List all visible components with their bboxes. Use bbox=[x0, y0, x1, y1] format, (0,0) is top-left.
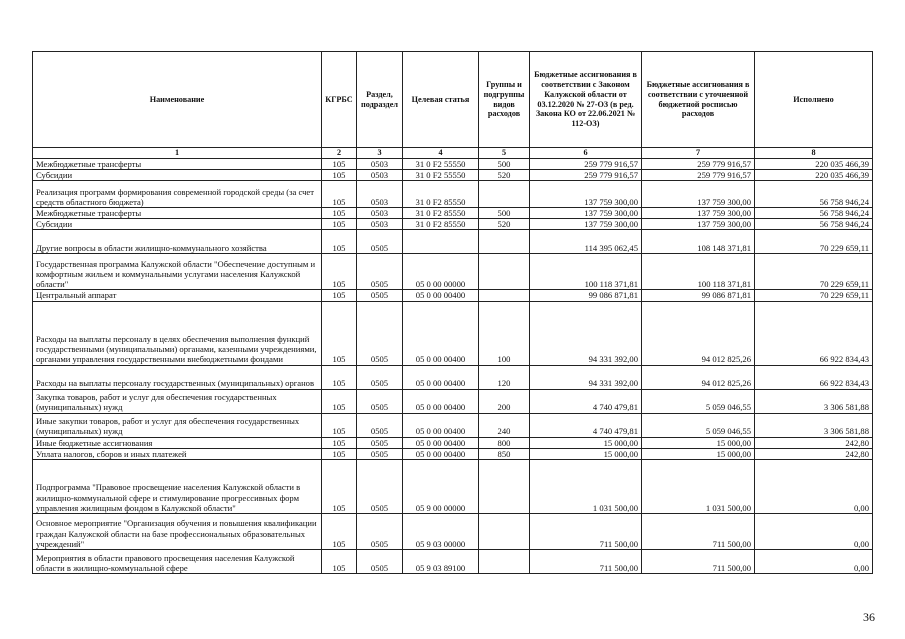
cell-group: 200 bbox=[479, 389, 530, 413]
cell-name: Основное мероприятие "Организация обучения и повышения квалификации граждан Калужской области на базе профессиональных образовательных учреждений" bbox=[33, 513, 322, 549]
cell-target: 05 0 00 00400 bbox=[403, 365, 479, 389]
table-row bbox=[33, 158, 873, 169]
cell-law: 1 031 500,00 bbox=[530, 459, 642, 513]
cell-kgrbs: 105 bbox=[322, 208, 357, 219]
cell-target: 31 0 F2 85550 bbox=[403, 181, 479, 208]
table-row bbox=[33, 290, 873, 301]
cell-refined: 711 500,00 bbox=[642, 513, 755, 549]
cell-law: 259 779 916,57 bbox=[530, 158, 642, 169]
table-row bbox=[33, 513, 873, 549]
cell-section: 0503 bbox=[357, 181, 403, 208]
cell-section: 0503 bbox=[357, 169, 403, 180]
cell-name: Закупка товаров, работ и услуг для обеспечения государственных (муниципальных) нужд bbox=[33, 389, 322, 413]
cell-target: 31 0 F2 85550 bbox=[403, 219, 479, 230]
cell-name: Уплата налогов, сборов и иных платежей bbox=[33, 448, 322, 459]
table-row bbox=[33, 219, 873, 230]
cell-law: 114 395 062,45 bbox=[530, 230, 642, 254]
cell-group bbox=[479, 254, 530, 290]
cell-target: 05 0 00 00400 bbox=[403, 301, 479, 365]
cell-target: 31 0 F2 55550 bbox=[403, 169, 479, 180]
cell-law: 100 118 371,81 bbox=[530, 254, 642, 290]
header-name: Наименование bbox=[33, 52, 322, 148]
cell-name: Иные закупки товаров, работ и услуг для обеспечения государственных (муниципальных) нужд bbox=[33, 413, 322, 437]
cell-kgrbs: 105 bbox=[322, 459, 357, 513]
cell-name: Субсидии bbox=[33, 169, 322, 180]
table-row bbox=[33, 208, 873, 219]
cell-law: 711 500,00 bbox=[530, 513, 642, 549]
cell-target: 05 9 00 00000 bbox=[403, 459, 479, 513]
cell-name: Другие вопросы в области жилищно-коммунального хозяйства bbox=[33, 230, 322, 254]
cell-executed: 242,80 bbox=[755, 437, 873, 448]
cell-group bbox=[479, 181, 530, 208]
cell-refined: 259 779 916,57 bbox=[642, 169, 755, 180]
cell-section: 0505 bbox=[357, 459, 403, 513]
table-row bbox=[33, 459, 873, 513]
cell-kgrbs: 105 bbox=[322, 413, 357, 437]
column-number: 5 bbox=[479, 148, 530, 159]
cell-law: 15 000,00 bbox=[530, 448, 642, 459]
cell-name: Расходы на выплаты персоналу государственных (муниципальных) органов bbox=[33, 365, 322, 389]
cell-section: 0505 bbox=[357, 230, 403, 254]
cell-refined: 15 000,00 bbox=[642, 437, 755, 448]
cell-group: 240 bbox=[479, 413, 530, 437]
cell-refined: 94 012 825,26 bbox=[642, 301, 755, 365]
cell-refined: 259 779 916,57 bbox=[642, 158, 755, 169]
column-number: 8 bbox=[755, 148, 873, 159]
cell-group: 500 bbox=[479, 158, 530, 169]
cell-name: Межбюджетные трансферты bbox=[33, 208, 322, 219]
cell-section: 0505 bbox=[357, 365, 403, 389]
cell-section: 0505 bbox=[357, 301, 403, 365]
cell-refined: 137 759 300,00 bbox=[642, 219, 755, 230]
cell-kgrbs: 105 bbox=[322, 181, 357, 208]
cell-executed: 56 758 946,24 bbox=[755, 181, 873, 208]
cell-section: 0503 bbox=[357, 158, 403, 169]
cell-executed: 0,00 bbox=[755, 513, 873, 549]
table-row bbox=[33, 169, 873, 180]
cell-section: 0505 bbox=[357, 437, 403, 448]
cell-target: 05 0 00 00400 bbox=[403, 437, 479, 448]
header-law: Бюджетные ассигнования в соответствии с Законом Калужской области от 03.12.2020 № 27-ОЗ (в ред. Закона КО от 22.06.2021 № 112-ОЗ) bbox=[530, 52, 642, 148]
cell-executed: 220 035 466,39 bbox=[755, 158, 873, 169]
cell-law: 94 331 392,00 bbox=[530, 301, 642, 365]
cell-law: 4 740 479,81 bbox=[530, 389, 642, 413]
cell-target: 05 0 00 00400 bbox=[403, 389, 479, 413]
cell-kgrbs: 105 bbox=[322, 437, 357, 448]
cell-kgrbs: 105 bbox=[322, 513, 357, 549]
cell-law: 137 759 300,00 bbox=[530, 181, 642, 208]
cell-name: Реализация программ формирования современной городской среды (за счет средств областного бюджета) bbox=[33, 181, 322, 208]
cell-executed: 242,80 bbox=[755, 448, 873, 459]
table-row bbox=[33, 413, 873, 437]
cell-refined: 711 500,00 bbox=[642, 549, 755, 573]
cell-kgrbs: 105 bbox=[322, 549, 357, 573]
table-row bbox=[33, 448, 873, 459]
table-body bbox=[33, 158, 873, 573]
cell-group bbox=[479, 513, 530, 549]
cell-target: 05 0 00 00400 bbox=[403, 290, 479, 301]
cell-refined: 108 148 371,81 bbox=[642, 230, 755, 254]
column-number: 7 bbox=[642, 148, 755, 159]
table-header-row bbox=[33, 52, 873, 148]
cell-law: 711 500,00 bbox=[530, 549, 642, 573]
cell-kgrbs: 105 bbox=[322, 230, 357, 254]
table-row bbox=[33, 301, 873, 365]
cell-executed: 0,00 bbox=[755, 459, 873, 513]
cell-kgrbs: 105 bbox=[322, 365, 357, 389]
cell-target: 31 0 F2 55550 bbox=[403, 158, 479, 169]
cell-section: 0505 bbox=[357, 549, 403, 573]
cell-refined: 99 086 871,81 bbox=[642, 290, 755, 301]
cell-section: 0505 bbox=[357, 448, 403, 459]
cell-section: 0505 bbox=[357, 290, 403, 301]
column-number: 4 bbox=[403, 148, 479, 159]
header-refined: Бюджетные ассигнования в соответствии с уточненной бюджетной росписью расходов bbox=[642, 52, 755, 148]
header-target: Целевая статья bbox=[403, 52, 479, 148]
cell-law: 137 759 300,00 bbox=[530, 219, 642, 230]
cell-target bbox=[403, 230, 479, 254]
cell-group: 100 bbox=[479, 301, 530, 365]
cell-target: 05 0 00 00400 bbox=[403, 448, 479, 459]
table-row bbox=[33, 181, 873, 208]
cell-kgrbs: 105 bbox=[322, 389, 357, 413]
table-row bbox=[33, 365, 873, 389]
cell-name: Иные бюджетные ассигнования bbox=[33, 437, 322, 448]
header-executed: Исполнено bbox=[755, 52, 873, 148]
header-group: Группы и подгруппы видов расходов bbox=[479, 52, 530, 148]
cell-executed: 66 922 834,43 bbox=[755, 365, 873, 389]
cell-name: Межбюджетные трансферты bbox=[33, 158, 322, 169]
table-row bbox=[33, 549, 873, 573]
cell-law: 259 779 916,57 bbox=[530, 169, 642, 180]
table-row bbox=[33, 437, 873, 448]
budget-table bbox=[32, 51, 873, 574]
header-kgrbs: КГРБС bbox=[322, 52, 357, 148]
cell-executed: 3 306 581,88 bbox=[755, 389, 873, 413]
cell-section: 0505 bbox=[357, 389, 403, 413]
cell-name: Центральный аппарат bbox=[33, 290, 322, 301]
cell-refined: 137 759 300,00 bbox=[642, 208, 755, 219]
cell-law: 15 000,00 bbox=[530, 437, 642, 448]
cell-target: 05 9 03 00000 bbox=[403, 513, 479, 549]
cell-law: 137 759 300,00 bbox=[530, 208, 642, 219]
page-number: 36 bbox=[863, 610, 875, 624]
cell-executed: 56 758 946,24 bbox=[755, 219, 873, 230]
cell-group: 520 bbox=[479, 169, 530, 180]
cell-executed: 220 035 466,39 bbox=[755, 169, 873, 180]
table-row bbox=[33, 389, 873, 413]
cell-executed: 70 229 659,11 bbox=[755, 254, 873, 290]
cell-kgrbs: 105 bbox=[322, 254, 357, 290]
cell-kgrbs: 105 bbox=[322, 219, 357, 230]
cell-group: 850 bbox=[479, 448, 530, 459]
cell-section: 0505 bbox=[357, 513, 403, 549]
cell-section: 0505 bbox=[357, 254, 403, 290]
cell-group: 120 bbox=[479, 365, 530, 389]
cell-refined: 100 118 371,81 bbox=[642, 254, 755, 290]
cell-executed: 70 229 659,11 bbox=[755, 290, 873, 301]
cell-law: 94 331 392,00 bbox=[530, 365, 642, 389]
cell-executed: 0,00 bbox=[755, 549, 873, 573]
cell-name: Субсидии bbox=[33, 219, 322, 230]
cell-name: Мероприятия в области правового просвещения населения Калужской области в жилищно-коммунальной сфере bbox=[33, 549, 322, 573]
cell-refined: 5 059 046,55 bbox=[642, 389, 755, 413]
cell-group bbox=[479, 459, 530, 513]
cell-kgrbs: 105 bbox=[322, 448, 357, 459]
cell-section: 0503 bbox=[357, 219, 403, 230]
cell-kgrbs: 105 bbox=[322, 301, 357, 365]
cell-group: 500 bbox=[479, 208, 530, 219]
header-section: Раздел, подраздел bbox=[357, 52, 403, 148]
cell-name: Расходы на выплаты персоналу в целях обеспечения выполнения функций государственными (муниципальными) органами, казенными учреждениями, органами управления государственными внебюджетными фондами bbox=[33, 301, 322, 365]
column-number-row bbox=[33, 148, 873, 159]
column-number: 2 bbox=[322, 148, 357, 159]
cell-target: 05 0 00 00000 bbox=[403, 254, 479, 290]
column-number: 1 bbox=[33, 148, 322, 159]
cell-refined: 15 000,00 bbox=[642, 448, 755, 459]
cell-target: 31 0 F2 85550 bbox=[403, 208, 479, 219]
cell-refined: 94 012 825,26 bbox=[642, 365, 755, 389]
cell-group: 520 bbox=[479, 219, 530, 230]
cell-section: 0505 bbox=[357, 413, 403, 437]
cell-refined: 137 759 300,00 bbox=[642, 181, 755, 208]
column-number: 3 bbox=[357, 148, 403, 159]
cell-section: 0503 bbox=[357, 208, 403, 219]
cell-executed: 66 922 834,43 bbox=[755, 301, 873, 365]
cell-kgrbs: 105 bbox=[322, 290, 357, 301]
cell-target: 05 0 00 00400 bbox=[403, 413, 479, 437]
cell-law: 99 086 871,81 bbox=[530, 290, 642, 301]
cell-kgrbs: 105 bbox=[322, 158, 357, 169]
cell-executed: 3 306 581,88 bbox=[755, 413, 873, 437]
cell-refined: 5 059 046,55 bbox=[642, 413, 755, 437]
cell-name: Подпрограмма "Правовое просвещение населения Калужской области в жилищно-коммунальной сфере и стимулирование прогрессивных форм управления жилищным фондом в Калужской области" bbox=[33, 459, 322, 513]
cell-refined: 1 031 500,00 bbox=[642, 459, 755, 513]
table-row bbox=[33, 230, 873, 254]
table-row bbox=[33, 254, 873, 290]
cell-kgrbs: 105 bbox=[322, 169, 357, 180]
cell-group bbox=[479, 230, 530, 254]
cell-group: 800 bbox=[479, 437, 530, 448]
cell-law: 4 740 479,81 bbox=[530, 413, 642, 437]
cell-group bbox=[479, 290, 530, 301]
cell-executed: 56 758 946,24 bbox=[755, 208, 873, 219]
cell-group bbox=[479, 549, 530, 573]
cell-executed: 70 229 659,11 bbox=[755, 230, 873, 254]
column-number: 6 bbox=[530, 148, 642, 159]
cell-name: Государственная программа Калужской области "Обеспечение доступным и комфортным жильем и коммунальными услугами населения Калужской области" bbox=[33, 254, 322, 290]
cell-target: 05 9 03 89100 bbox=[403, 549, 479, 573]
